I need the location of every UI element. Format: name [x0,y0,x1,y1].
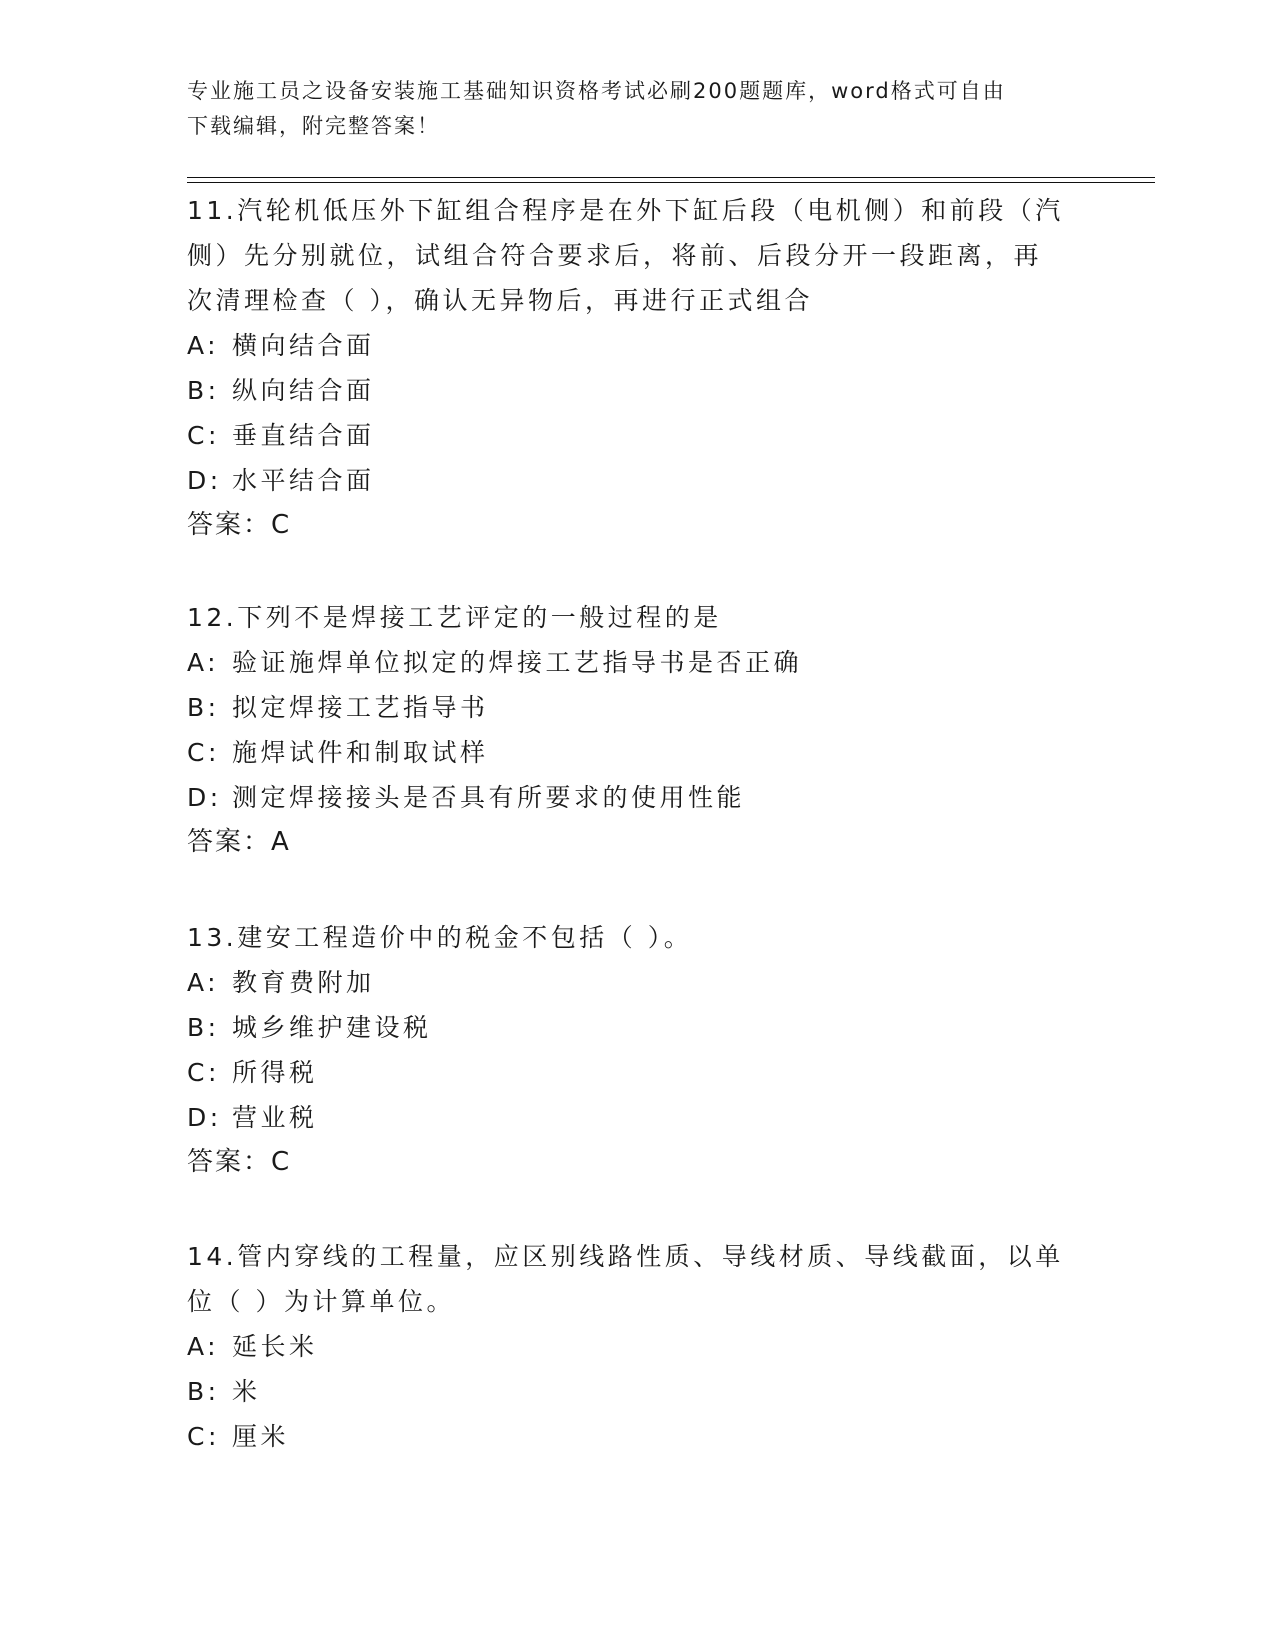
option-letter: D: [187,466,222,495]
option-letter: C: [187,738,220,767]
option-text: 拟定焊接工艺指导书 [232,693,489,722]
header-divider-bottom [187,182,1155,183]
question-14 [187,1234,1087,1459]
question-stem-line: 侧）先分别就位，试组合符合要求后，将前、后段分开一段距离，再 [187,241,1043,270]
option-letter: C: [187,421,220,450]
option-text: 验证施焊单位拟定的焊接工艺指导书是否正确 [232,648,803,677]
option-letter: C: [187,1422,220,1451]
option-a [187,1324,1087,1369]
option-text: 横向结合面 [232,331,375,360]
option-text: 测定焊接接头是否具有所要求的使用性能 [232,783,746,812]
question-13 [187,915,1087,1185]
header-line-2: 下载编辑，附完整答案！ [187,114,440,138]
option-a [187,640,1087,685]
answer-line: 答案：A [187,827,291,857]
option-text: 城乡维护建设税 [232,1013,432,1042]
question-stem-line: 次清理检查（ ），确认无异物后，再进行正式组合 [187,286,813,315]
option-text: 施焊试件和制取试样 [232,738,489,767]
document-header [187,74,1067,144]
option-letter: A: [187,968,220,997]
question-stem-line: 14.管内穿线的工程量，应区别线路性质、导线材质、导线截面，以单 [187,1242,1064,1271]
option-d [187,775,1087,820]
option-letter: D: [187,1103,222,1132]
answer-line: 答案：C [187,1147,292,1177]
header-line-1: 专业施工员之设备安装施工基础知识资格考试必刷200题题库，word格式可自由 [187,79,1006,103]
option-text: 垂直结合面 [232,421,375,450]
option-text: 水平结合面 [232,466,375,495]
answer-line: 答案：C [187,510,292,540]
option-letter: D: [187,783,222,812]
option-a [187,960,1087,1005]
option-b [187,1369,1087,1414]
option-b [187,1005,1087,1050]
option-b [187,368,1087,413]
option-text: 厘米 [232,1422,290,1451]
question-12 [187,595,1087,865]
option-letter: B: [187,693,220,722]
option-text: 营业税 [232,1103,318,1132]
option-d [187,1095,1087,1140]
question-11 [187,188,1087,548]
header-divider-top [187,177,1155,178]
option-c [187,413,1087,458]
option-letter: B: [187,1377,220,1406]
option-letter: C: [187,1058,220,1087]
option-text: 米 [232,1377,261,1406]
option-c [187,1414,1087,1459]
option-c [187,730,1087,775]
question-stem-line: 13.建安工程造价中的税金不包括（ ）。 [187,923,693,952]
option-letter: B: [187,1013,220,1042]
option-d [187,458,1087,503]
option-letter: A: [187,648,220,677]
question-stem-line: 12.下列不是焊接工艺评定的一般过程的是 [187,603,722,632]
option-letter: A: [187,1332,220,1361]
option-c [187,1050,1087,1095]
question-stem-line: 11.汽轮机低压外下缸组合程序是在外下缸后段（电机侧）和前段（汽 [187,196,1064,225]
option-text: 延长米 [232,1332,318,1361]
option-b [187,685,1087,730]
option-text: 教育费附加 [232,968,375,997]
option-letter: A: [187,331,220,360]
option-letter: B: [187,376,220,405]
option-text: 所得税 [232,1058,318,1087]
option-text: 纵向结合面 [232,376,375,405]
option-a [187,323,1087,368]
question-stem-line: 位（ ）为计算单位。 [187,1287,455,1316]
